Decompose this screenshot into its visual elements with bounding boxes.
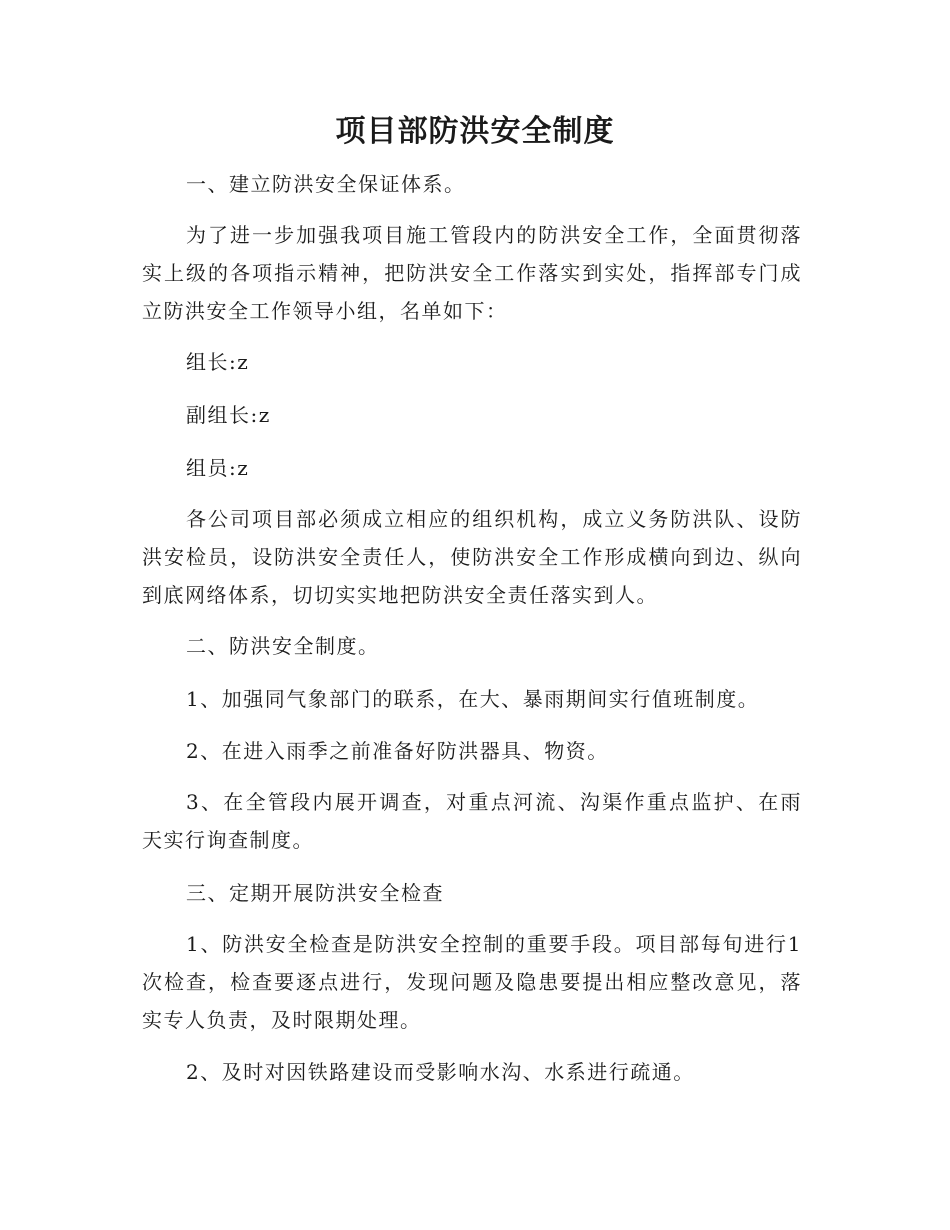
list-item-members: 组员:z (186, 456, 250, 480)
body-paragraph: 为了进一步加强我项目施工管段内的防洪安全工作，全面贯彻落实上级的各项指示精神，把防洪安全工作落实到实处，指挥部专门成立防洪安全工作领导小组，名单如下： (142, 223, 802, 323)
list-item: 3、在全管段内展开调查，对重点河流、沟渠作重点监护、在雨天实行询查制度。 (142, 790, 802, 852)
list-item-deputy-leader: 副组长:z (186, 403, 271, 427)
list-item: 2、及时对因铁路建设而受影响水沟、水系进行疏通。 (186, 1060, 695, 1084)
list-item-leader: 组长:z (186, 350, 250, 374)
list-item: 1、防洪安全检查是防洪安全控制的重要手段。项目部每旬进行1次检查，检查要逐点进行，发现问题及隐患要提出相应整改意见，落实专人负责，及时限期处理。 (142, 932, 802, 1032)
list-item: 1、加强同气象部门的联系，在大、暴雨期间实行值班制度。 (186, 687, 760, 711)
body-paragraph: 各公司项目部必须成立相应的组织机构，成立义务防洪队、设防洪安检员，设防洪安全责任人，使防洪安全工作形成横向到边、纵向到底网络体系，切切实实地把防洪安全责任落实到人。 (142, 507, 802, 607)
section-heading-2: 二、防洪安全制度。 (186, 634, 380, 658)
list-item: 2、在进入雨季之前准备好防洪器具、物资。 (186, 739, 609, 763)
section-heading-1: 一、建立防洪安全保证体系。 (186, 172, 466, 196)
section-heading-3: 三、定期开展防洪安全检查 (186, 881, 444, 905)
document-title: 项目部防洪安全制度 (335, 114, 615, 149)
